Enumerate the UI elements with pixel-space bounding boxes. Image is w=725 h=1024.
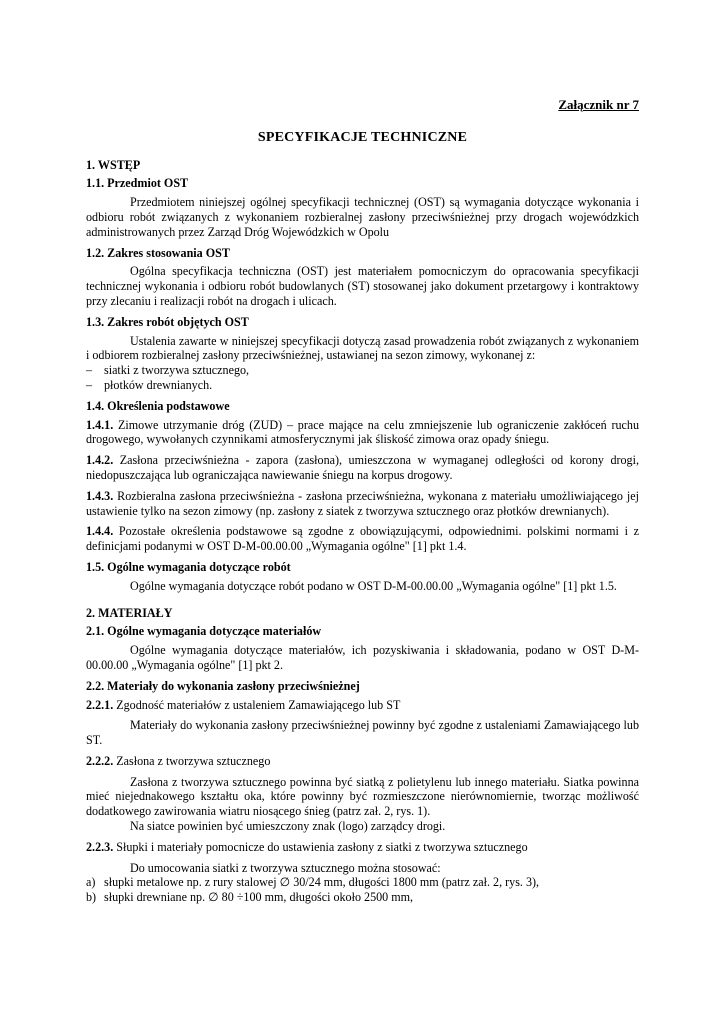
definition-1-4-2 xyxy=(86,453,639,483)
section-2-2-3-list xyxy=(86,875,639,905)
section-1-1-heading: 1.1. Przedmiot OST xyxy=(86,176,189,191)
list-item xyxy=(86,363,639,378)
definition-text: Pozostałe określenia podstawowe są zgodne z obowiązującymi, odpowiednimi. polskimi normami i z definicjami podanymi w OST D-M-00.00.00 „Wymagania ogólne" [1] pkt 1.4. xyxy=(86,524,639,554)
section-2-2-1-heading xyxy=(86,698,639,713)
list-item-text: płotków drewnianych. xyxy=(104,377,213,392)
section-2-2-heading: 2.2. Materiały do wykonania zasłony przeciwśnieżnej xyxy=(86,678,360,693)
definition-number: 1.4.4. xyxy=(86,524,114,539)
section-2-2-2-text-2: Na siatce powinien być umieszczony znak (logo) zarządcy drogi. xyxy=(130,819,446,834)
definition-number: 1.4.1. xyxy=(86,417,114,432)
definition-number: 1.4.3. xyxy=(86,488,114,503)
document-title: SPECYFIKACJE TECHNICZNE xyxy=(257,129,468,145)
document-page xyxy=(86,98,639,911)
dash-marker: – xyxy=(86,363,93,378)
section-1-heading: 1. WSTĘP xyxy=(86,157,141,172)
list-item xyxy=(86,378,639,393)
section-1-4-heading: 1.4. Określenia podstawowe xyxy=(86,398,230,413)
section-2-heading: 2. MATERIAŁY xyxy=(86,605,173,620)
section-1-1-text: Przedmiotem niniejszej ogólnej specyfikacji technicznej (OST) są wymagania dotyczące wykonania i odbioru robót związanych z wykonaniem rozbieralnej zasłony przeciwśnieżnej przy drogach wojewódzkich administrowanych przez Zarząd Dróg Wojewódzkich w Opolu xyxy=(86,195,639,239)
section-2-2-3-heading xyxy=(86,840,639,855)
section-2-1-text: Ogólne wymagania dotyczące materiałów, ich pozyskiwania i składowania, podano w OST D-M-00.00.00 „Wymagania ogólne" [1] pkt 2. xyxy=(86,643,639,672)
definition-1-4-3 xyxy=(86,489,639,519)
section-1-3-list xyxy=(86,363,639,393)
definition-1-4-1 xyxy=(86,418,639,448)
list-item-text: słupki drewniane np. ∅ 80 ÷100 mm, długości około 2500 mm, xyxy=(104,890,414,905)
definition-text: Rozbieralna zasłona przeciwśnieżna - zasłona przeciwśnieżna, wykonana z materiału umożliwiającego jej ustawienie tylko na sezon zimowy (np. zasłony z siatek z tworzywa sztucznego oraz płotków drewnianych). xyxy=(86,488,639,518)
section-1-2-text: Ogólna specyfikacja techniczna (OST) jest materiałem pomocniczym do opracowania specyfikacji technicznej wykonania i odbioru robót budowlanych (ST) stosowanej jako dokument przetargowy i kontraktowy przy zlecaniu i realizacji robót na drogach i ulicach. xyxy=(86,264,639,308)
list-item xyxy=(86,890,639,905)
list-item-text: siatki z tworzywa sztucznego, xyxy=(104,363,250,378)
list-item xyxy=(86,875,639,890)
section-2-1-heading: 2.1. Ogólne wymagania dotyczące materiałów xyxy=(86,624,322,639)
section-2-2-3-text: Do umocowania siatki z tworzywa sztucznego można stosować: xyxy=(130,860,441,875)
section-1-3-heading: 1.3. Zakres robót objętych OST xyxy=(86,314,249,329)
list-marker: b) xyxy=(86,890,97,905)
list-marker: a) xyxy=(86,875,96,890)
section-1-3-text: Ustalenia zawarte w niniejszej specyfikacji dotyczą zasad prowadzenia robót związanych z wykonaniem i odbiorem rozbieralnej zasłony przeciwśnieżnej, ustawianej na sezon zimowy, wykonanej z: xyxy=(86,333,639,363)
section-2-2-2-text: Zasłona z tworzywa sztucznego powinna być siatką z polietylenu lub innego materiału. Siatka powinna mieć niejednakowego kształtu oka, które powinny być rozmieszczone nierównomiernie, tworząc możliwość dodatkowego zawirowania wiatru niosącego śnieg (patrz zał. 2, rys. 1). xyxy=(86,774,639,819)
list-item-text: słupki metalowe np. z rury stalowej ∅ 30/24 mm, długości 1800 mm (patrz zał. 2, rys. 3), xyxy=(104,875,540,890)
subsection-title: Zgodność materiałów z ustaleniem Zamawiającego lub ST xyxy=(116,697,401,712)
subsection-number: 2.2.2. xyxy=(86,753,114,768)
section-1-5-heading: 1.5. Ogólne wymagania dotyczące robót xyxy=(86,559,291,574)
subsection-number: 2.2.3. xyxy=(86,839,114,854)
subsection-title: Słupki i materiały pomocnicze do ustawienia zasłony z siatki z tworzywa sztucznego xyxy=(116,839,528,854)
section-2-2-2-heading xyxy=(86,754,639,769)
subsection-number: 2.2.1. xyxy=(86,697,114,712)
annex-label: Załącznik nr 7 xyxy=(558,97,639,112)
dash-marker: – xyxy=(86,377,93,392)
definition-text: Zasłona przeciwśnieżna - zapora (zasłona), umieszczona w wymaganej odległości od korony drogi, niedopuszczająca lub ograniczająca nawiewanie śniegu na korpus drogowy. xyxy=(86,453,639,482)
definition-1-4-4 xyxy=(86,524,639,554)
subsection-title: Zasłona z tworzywa sztucznego xyxy=(116,753,271,768)
section-1-5-text: Ogólne wymagania dotyczące robót podano w OST D-M-00.00.00 „Wymagania ogólne" [1] pkt 1.5. xyxy=(130,578,617,593)
definition-text: Zimowe utrzymanie dróg (ZUD) – prace mające na celu zmniejszenie lub ograniczenie zakłóceń ruchu drogowego, wywołanych czynnikami atmosferycznymi jak śliskość zimowa oraz opady śniegu. xyxy=(86,417,639,447)
section-2-2-1-text: Materiały do wykonania zasłony przeciwśnieżnej powinny być zgodne z ustaleniami Zamawiającego lub ST. xyxy=(86,718,639,748)
definition-number: 1.4.2. xyxy=(86,453,114,468)
section-1-2-heading: 1.2. Zakres stosowania OST xyxy=(86,245,230,260)
